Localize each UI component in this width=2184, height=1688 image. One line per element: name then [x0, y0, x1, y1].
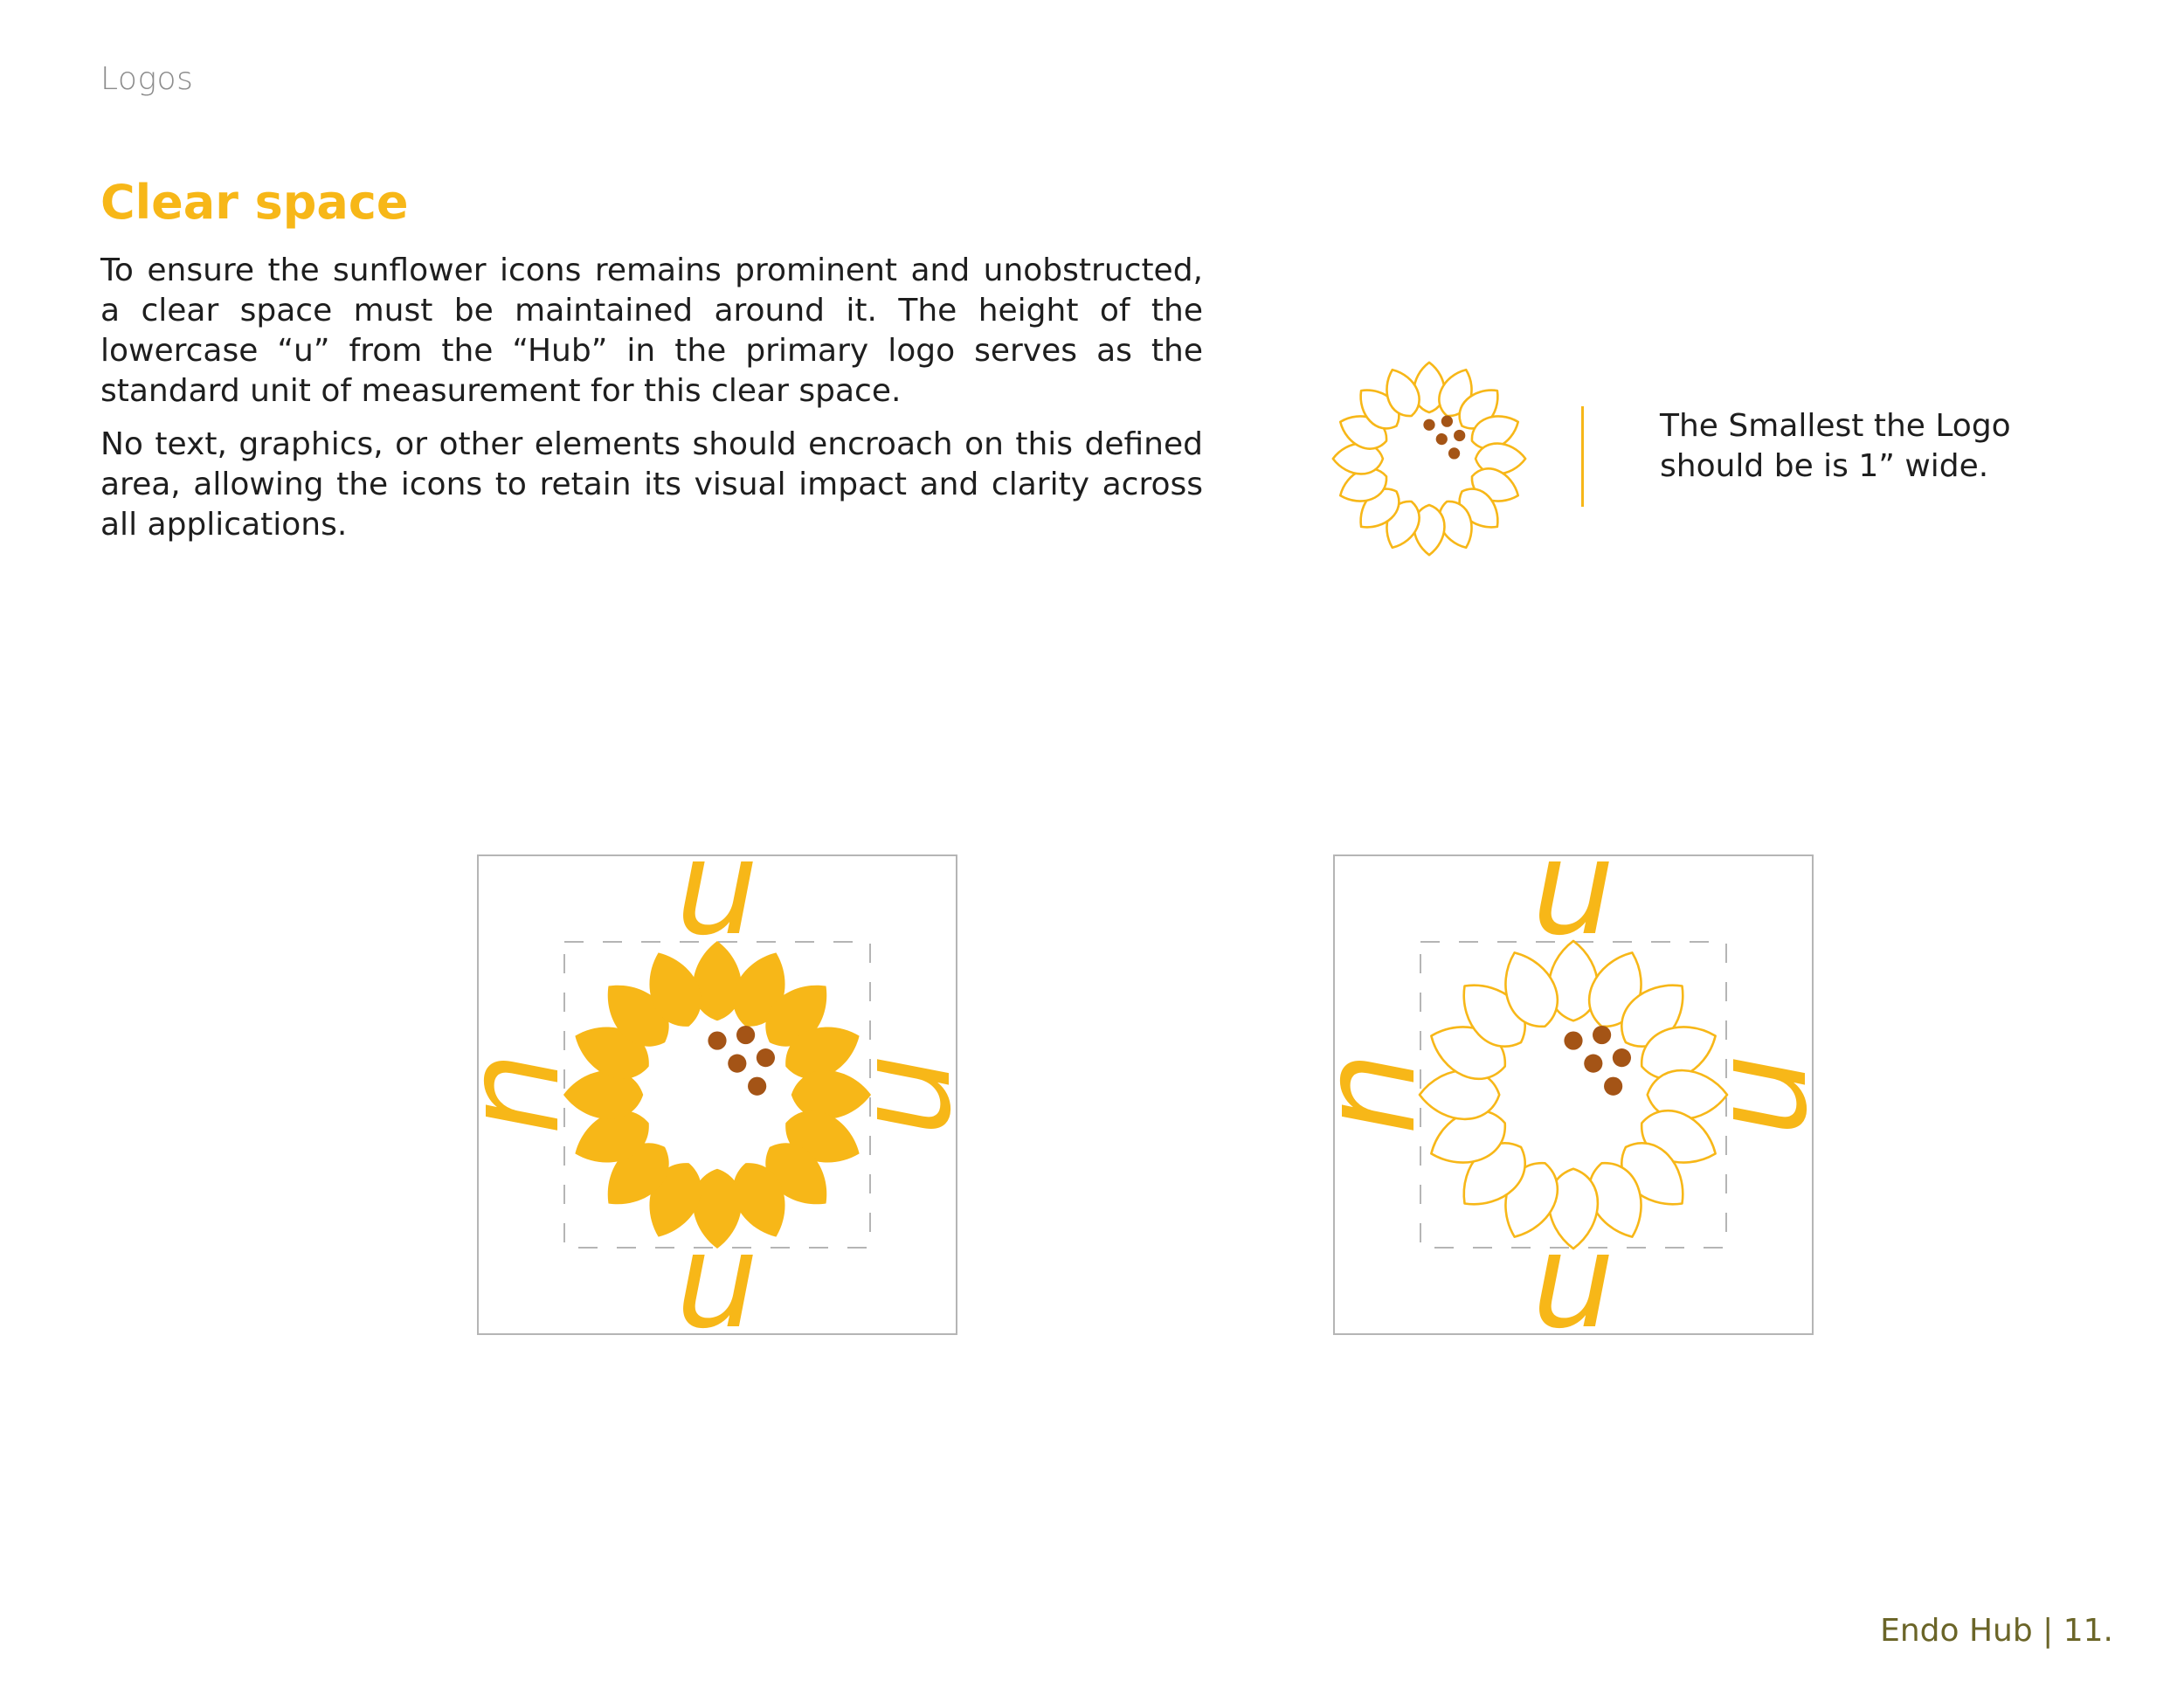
page-number: 11.	[2063, 1613, 2113, 1649]
clear-space-diagram-filled	[454, 813, 980, 1358]
seed-dot	[1448, 447, 1460, 459]
seed-dot	[748, 1077, 766, 1096]
minimum-size-note	[1660, 406, 2011, 487]
minimum-size-line: The Smallest the Logo	[1660, 408, 2011, 444]
svg-text:u: u	[675, 1206, 759, 1358]
u-unit-letter	[675, 813, 758, 965]
seed-dot	[1593, 1026, 1611, 1044]
clear-space-diagram-outline	[1310, 813, 1836, 1358]
u-unit-letter	[1531, 1206, 1614, 1358]
seed-dot	[1604, 1077, 1622, 1096]
seed-dot	[708, 1031, 726, 1049]
seed-dot	[1454, 430, 1465, 441]
seed-dot	[1613, 1048, 1631, 1067]
footer-separator: |	[2032, 1613, 2063, 1649]
sunflower-outline-logo	[1324, 354, 1534, 564]
page-title: Clear space	[100, 175, 409, 230]
u-unit-letter	[1531, 813, 1614, 965]
svg-text:u: u	[454, 1053, 606, 1137]
seed-dot	[736, 1026, 755, 1044]
seed-dot	[1436, 433, 1448, 445]
u-unit-letter	[828, 1053, 980, 1136]
seed-dot	[757, 1048, 775, 1067]
divider	[1581, 406, 1584, 507]
seed-dot	[1441, 416, 1453, 427]
body-text	[100, 251, 1203, 558]
seed-dot	[1564, 1031, 1582, 1049]
u-unit-letter	[675, 1206, 758, 1358]
footer	[1880, 1613, 2113, 1649]
svg-text:u: u	[1531, 813, 1615, 965]
seed-dot	[1584, 1055, 1602, 1073]
svg-text:u: u	[675, 813, 759, 965]
svg-text:u: u	[1310, 1053, 1462, 1137]
body-paragraph: No text, graphics, or other elements should encroach on this defined area, allowing the icons to retain its visual impact and clarity across all applications.	[100, 426, 1203, 543]
footer-brand: Endo Hub	[1880, 1613, 2033, 1649]
svg-text:u: u	[828, 1053, 980, 1137]
sunflower-outline-icon	[1333, 363, 1525, 555]
u-unit-letter	[1310, 1053, 1462, 1136]
minimum-size-line: should be is 1” wide.	[1660, 448, 1989, 484]
sunflower-filled-icon	[563, 941, 871, 1249]
u-unit-letter	[1684, 1053, 1836, 1136]
section-label: Logos	[100, 61, 194, 97]
seed-dot	[1423, 419, 1434, 431]
sunflower-outline-icon	[1420, 941, 1727, 1249]
svg-text:u: u	[1531, 1206, 1615, 1358]
body-paragraph: To ensure the sunflower icons remains prominent and unobstructed, a clear space must be maintained around it. The height of the lowercase “u” from the “Hub” in the primary logo serves as the standard unit of measurement for this clear space.	[100, 253, 1203, 409]
u-unit-letter	[454, 1053, 606, 1136]
svg-text:u: u	[1684, 1053, 1836, 1137]
seed-dot	[728, 1055, 746, 1073]
